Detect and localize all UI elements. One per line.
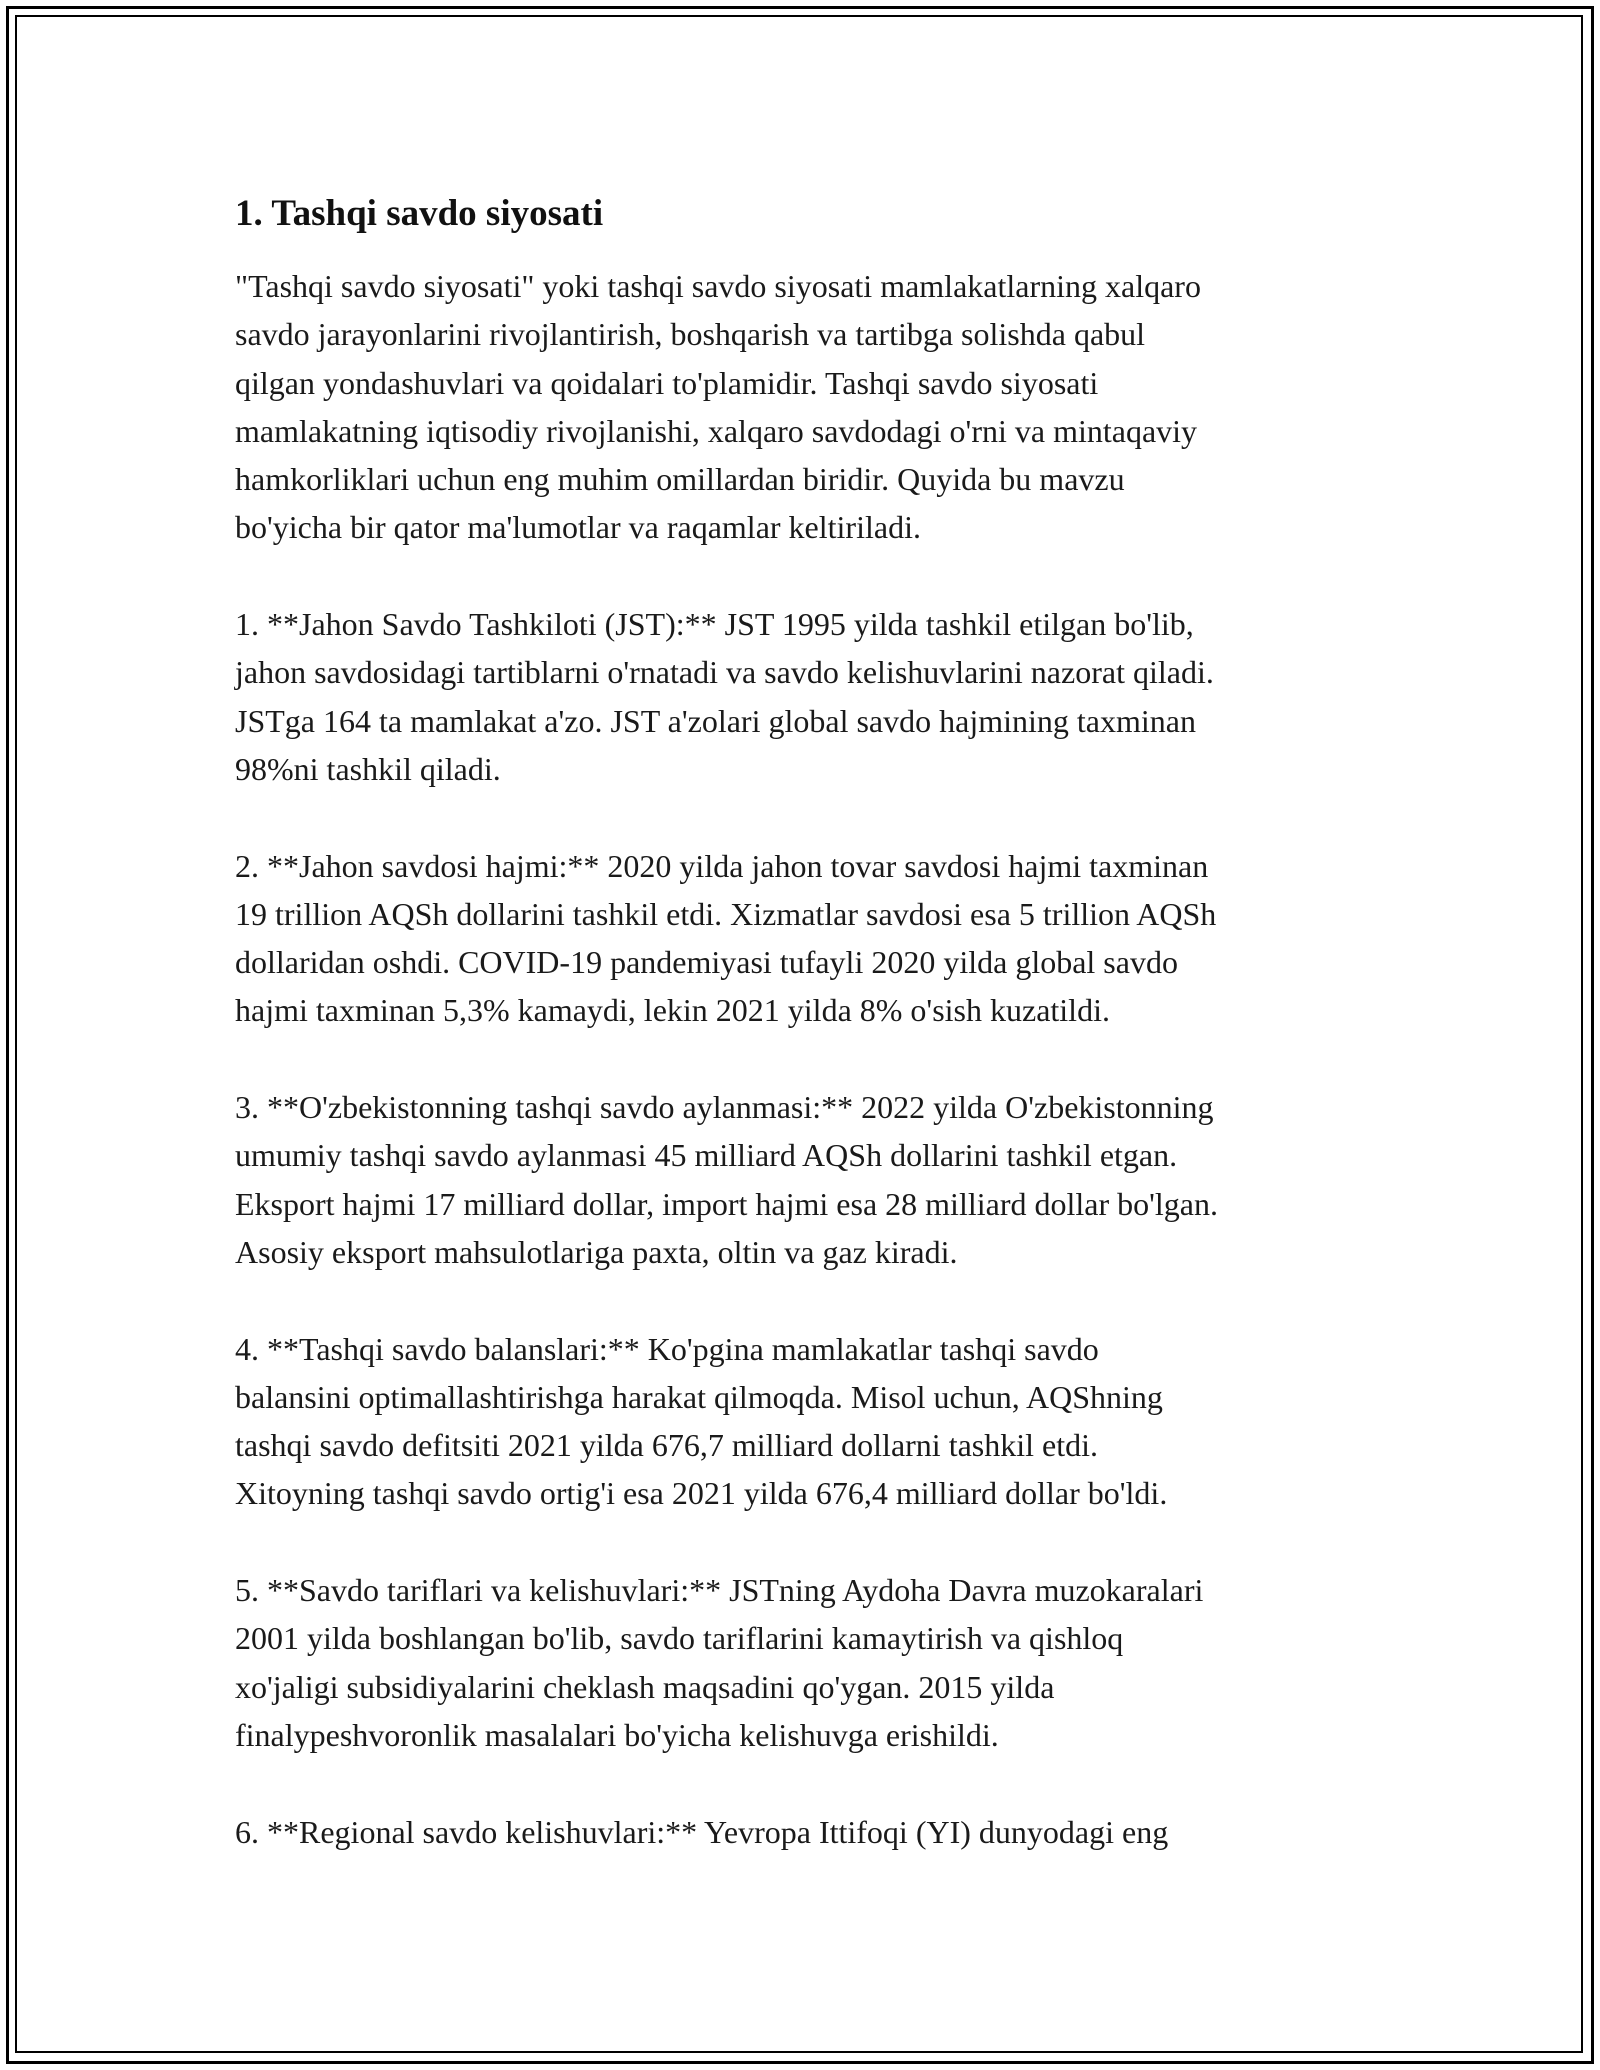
document-title: 1. Tashqi savdo siyosati: [235, 193, 604, 234]
list-item-1: 1. **Jahon Savdo Tashkiloti (JST):** JST 1995 yilda tashkil etilgan bo'lib, jahon savdosidagi tartiblarni o'rnatadi va savdo kelishuvlarini nazorat qiladi. JSTga 164 ta mamlakat a'zo. JST a'zolari global savdo hajmining taxminan 98%ni tashkil qiladi.: [235, 606, 1214, 787]
list-item-2: 2. **Jahon savdosi hajmi:** 2020 yilda jahon tovar savdosi hajmi taxminan 19 trillion AQSh dollarini tashkil etdi. Xizmatlar savdosi esa 5 trillion AQSh dollaridan oshdi. COVID-19 pandemiyasi tufayli 2020 yilda global savdo hajmi taxminan 5,3% kamaydi, lekin 2021 yilda 8% o'sish kuzatildi.: [235, 847, 1217, 1029]
list-item-4: 4. **Tashqi savdo balanslari:** Ko'pgina mamlakatlar tashqi savdo balansini optimallashtirishga harakat qilmoqda. Misol uchun, AQShning tashqi savdo defitsiti 2021 yilda 676,7 milliard dollarni tashkil etdi. Xitoyning tashqi savdo ortig'i esa 2021 yilda 676,4 milliard dollar bo'ldi.: [235, 1330, 1168, 1512]
document-body: [235, 188, 1385, 1856]
list-item-5: 5. **Savdo tariflari va kelishuvlari:** JSTning Aydoha Davra muzokaralari 2001 yilda boshlangan bo'lib, savdo tariflarini kamaytirish va qishloq xo'jaligi subsidiyalarini cheklash maqsadini qo'ygan. 2015 yilda finalypeshvoronlik masalalari bo'yicha kelishuvga erishildi.: [235, 1572, 1204, 1753]
list-item-3: 3. **O'zbekistonning tashqi savdo aylanmasi:** 2022 yilda O'zbekistonning umumiy tashqi savdo aylanmasi 45 milliard AQSh dollarini tashkil etgan. Eksport hajmi 17 milliard dollar, import hajmi esa 28 milliard dollar bo'lgan. Asosiy eksport mahsulotlariga paxta, oltin va gaz kiradi.: [235, 1089, 1218, 1270]
list-item-6: 6. **Regional savdo kelishuvlari:** Yevropa Ittifoqi (YI) dunyodagi eng: [235, 1813, 1169, 1850]
intro-paragraph: "Tashqi savdo siyosati" yoki tashqi savdo siyosati mamlakatlarning xalqaro savdo jarayonlarini rivojlantirish, boshqarish va tartibga solishda qabul qilgan yondashuvlari va qoidalari to'plamidir. Tashqi savdo siyosati mamlakatning iqtisodiy rivojlanishi, xalqaro savdodagi o'rni va mintaqaviy hamkorliklari uchun eng muhim omillardan biridir. Quyida bu mavzu bo'yicha bir qator ma'lumotlar va raqamlar keltiriladi.: [235, 268, 1201, 546]
